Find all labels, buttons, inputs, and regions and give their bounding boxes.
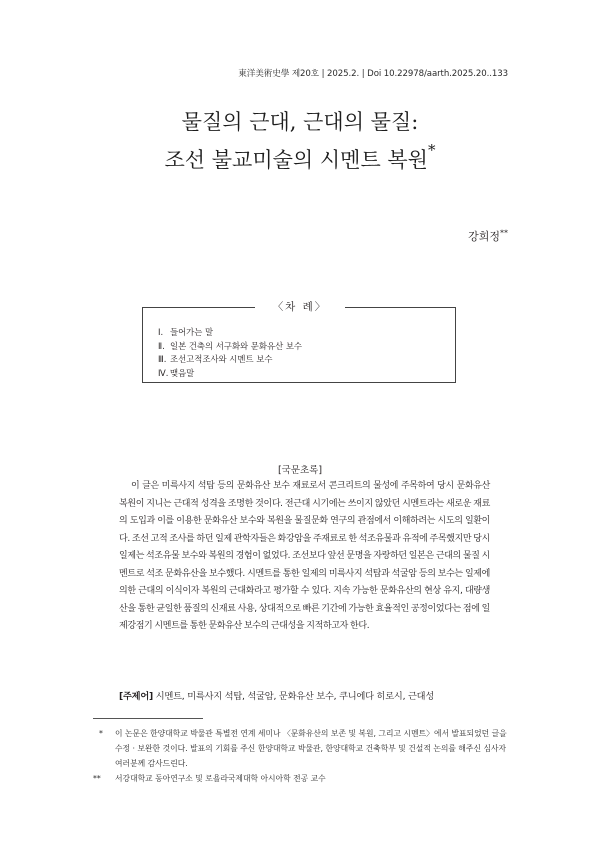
footnote-2 xyxy=(93,771,513,786)
title-footnote-mark: * xyxy=(427,141,436,159)
toc-item-4 xyxy=(158,367,302,381)
keywords xyxy=(119,688,499,702)
footnote-1 xyxy=(93,726,513,771)
journal-header: 東洋美術史學 제20호 | 2025.2. | Doi 10.22978/aarth.2025.20..133 xyxy=(238,69,508,79)
toc-item-number: Ⅲ. xyxy=(158,354,167,365)
footnote-text: 서강대학교 동아연구소 및 로욜라국제대학 아시아학 전공 교수 xyxy=(115,774,326,783)
toc-item-number: Ⅰ. xyxy=(158,327,164,337)
toc-item-label: 조선고적조사와 시멘트 보수 xyxy=(170,354,273,365)
footnote-mark: ** xyxy=(93,774,101,783)
toc-item-2 xyxy=(158,340,302,354)
footnote-mark: * xyxy=(99,729,103,738)
toc-item-number: Ⅱ. xyxy=(158,340,165,351)
toc-item-label: 맺음말 xyxy=(170,367,195,378)
keywords-text: 시멘트, 미륵사지 석탑, 석굴암, 문화유산 보수, 쿠니에다 히로시, 근대성 xyxy=(155,691,435,702)
author-footnote-mark: ** xyxy=(500,228,508,238)
abstract-body: 이 글은 미륵사지 석탑 등의 문화유산 보수 재료로서 콘크리트의 물성에 주목하여 당시 문화유산 복원이 지니는 근대적 성격을 조명한 것이다. 전근대 시기에는 쓰이지 않았던 시멘트라는 새로운 재료의 도입과 이를 이용한 문화유산 보수와 복원을 물질문화 연구의 관점에서 이해하려는 시도의 일환이다. 조선 고적 조사를 하던 일제 관학자들은 화강암을 주재료로 한 석조유물과 유적에 주목했지만 당시 일제는 석조유물 보수와 복원의 경험이 없었다. 조선보다 앞선 문명을 자랑하던 일본은 근대의 물질 시멘트로 석조 문화유산을 보수했다. 시멘트를 통한 일제의 미륵사지 석탑과 석굴암 등의 보수는 일제에 의한 근대의 이식이자 복원의 근대화라고 평가할 수 있다. 지속 가능한 문화유산의 현상 유지, 대량생산을 통한 균일한 품질의 신재료 사용, 상대적으로 빠른 기간에 가능한 효율적인 공정이었다는 점에 일제강점기 시멘트를 통한 문화유산 보수의 근대성을 지적하고자 한다. xyxy=(119,481,490,631)
footnote-divider xyxy=(93,718,203,719)
author-name: 강희정 xyxy=(468,230,500,243)
footnotes xyxy=(93,726,513,786)
toc-item-1 xyxy=(158,326,302,340)
toc-item-3 xyxy=(158,353,302,367)
keywords-label: [주제어] xyxy=(119,691,154,702)
author xyxy=(468,228,508,244)
toc-list xyxy=(158,326,302,380)
toc-item-label: 일본 건축의 서구화와 문화유산 보수 xyxy=(170,340,303,351)
toc-item-number: Ⅳ. xyxy=(158,367,169,378)
footnote-text: 이 논문은 한양대학교 박물관 특별전 연계 세미나 〈문화유산의 보존 및 복원, 그리고 시멘트〉에서 발표되었던 글을 수정 · 보완한 것이다. 발표의 기회를 주신 한양대학교 박물관, 한양대학교 건축학부 및 건설적 논의를 해주신 심사자 여러분께 감사드린다. xyxy=(115,729,507,768)
title-line-2-text: 조선 불교미술의 시멘트 복원 xyxy=(164,148,428,172)
abstract-heading: [국문초록] xyxy=(277,465,323,476)
title-line-2 xyxy=(0,141,600,174)
title-line-1: 물질의 근대, 근대의 물질: xyxy=(181,110,419,134)
toc-title: 〈차 례〉 xyxy=(255,299,345,314)
toc-item-label: 들어가는 말 xyxy=(170,327,214,337)
